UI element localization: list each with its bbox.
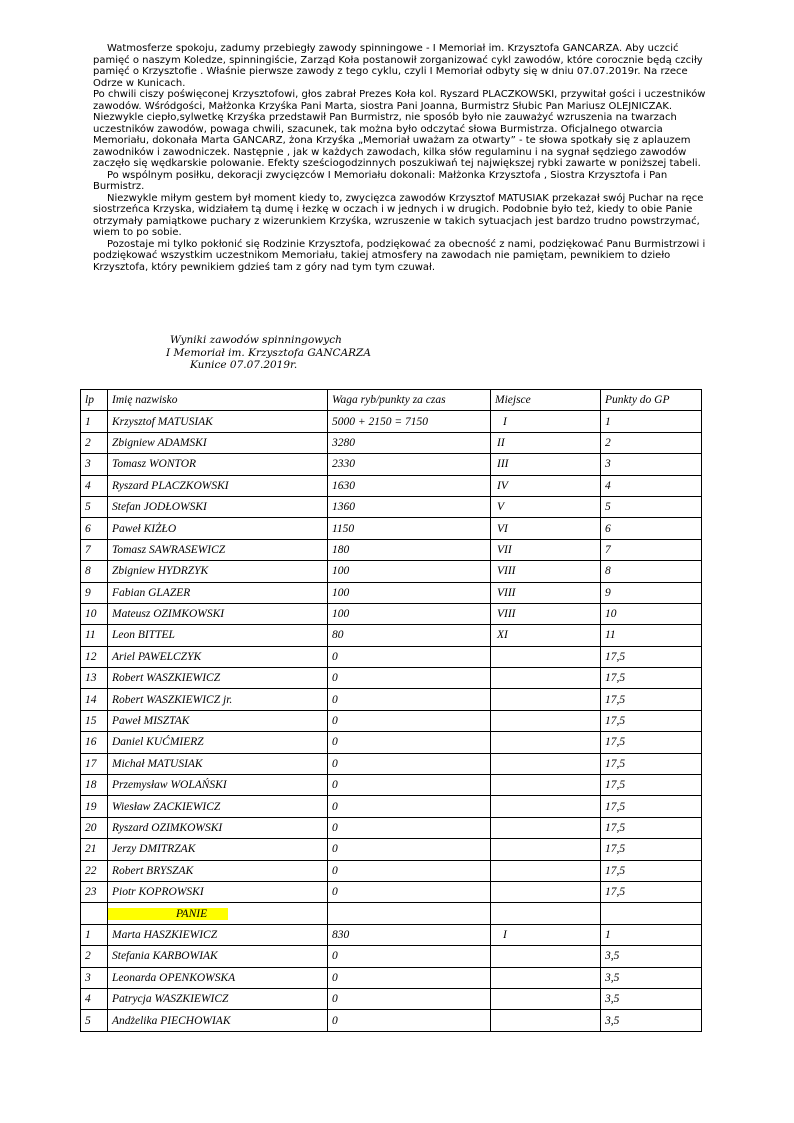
cell-weight: 1150 [328, 518, 491, 539]
cell-place: VIII [491, 561, 601, 582]
cell-place [491, 732, 601, 753]
cell-weight: 0 [328, 881, 491, 902]
table-row [81, 988, 702, 1009]
cell-weight: 830 [328, 924, 491, 945]
cell-weight: 0 [328, 668, 491, 689]
cell-weight: 0 [328, 710, 491, 731]
cell-gp-points: 17,5 [601, 668, 702, 689]
separator-cell [328, 903, 491, 924]
cell-place: XI [491, 625, 601, 646]
cell-gp-points: 3,5 [601, 1010, 702, 1031]
cell-gp-points: 11 [601, 625, 702, 646]
cell-weight: 100 [328, 582, 491, 603]
cell-place: V [491, 496, 601, 517]
cell-lp: 11 [81, 625, 108, 646]
cell-lp: 9 [81, 582, 108, 603]
cell-name: Robert BRYSZAK [108, 860, 328, 881]
results-title: Wyniki zawodów spinningowych [170, 334, 342, 346]
cell-name: Patrycja WASZKIEWICZ [108, 988, 328, 1009]
cell-gp-points: 4 [601, 475, 702, 496]
cell-lp: 13 [81, 668, 108, 689]
cell-name: Leon BITTEL [108, 625, 328, 646]
cell-lp: 23 [81, 881, 108, 902]
cell-place: IV [491, 475, 601, 496]
men-results [81, 411, 702, 903]
cell-gp-points: 17,5 [601, 796, 702, 817]
cell-gp-points: 17,5 [601, 817, 702, 838]
table-row [81, 817, 702, 838]
cell-gp-points: 3,5 [601, 988, 702, 1009]
cell-lp: 17 [81, 753, 108, 774]
table-row [81, 518, 702, 539]
cell-lp: 10 [81, 603, 108, 624]
cell-name: Robert WASZKIEWICZ [108, 668, 328, 689]
cell-place: III [491, 454, 601, 475]
header-lp: lp [81, 390, 108, 411]
cell-lp: 19 [81, 796, 108, 817]
table-row [81, 646, 702, 667]
cell-gp-points: 17,5 [601, 710, 702, 731]
table-row [81, 775, 702, 796]
header-name: Imię nazwisko [108, 390, 328, 411]
cell-weight: 0 [328, 689, 491, 710]
cell-place [491, 946, 601, 967]
table-row [81, 881, 702, 902]
cell-place [491, 775, 601, 796]
cell-lp: 20 [81, 817, 108, 838]
cell-name: Zbigniew HYDRZYK [108, 561, 328, 582]
cell-place [491, 668, 601, 689]
table-row [81, 454, 702, 475]
cell-name: Mateusz OZIMKOWSKI [108, 603, 328, 624]
table-row [81, 582, 702, 603]
cell-gp-points: 17,5 [601, 860, 702, 881]
cell-gp-points: 3 [601, 454, 702, 475]
intro-paragraph: Po chwili ciszy poświęconej Krzysztofowi, głos zabrał Prezes Koła kol. Ryszard PLACZKOWSKI, przywitał gości i uczestników zawodów. Wśródgości, Małżonka Krzyśka Pani Marta, siostra Pani Joanna, Burmistrz Słubic Pan Mariusz OLEJNICZAK. Niezwykle ciepło,sylwetkę Krzyśka przedstawił Pan Burmistrz, nie sposób było nie zauważyć wzruszenia na twarzach uczestników zawodów, powaga chwili, szacunek, tak można było odczytać słowa Burmistrza. Oficjalnego otwarcia Memoriału, dokonała Marta GANCARZ, żona Krzyśka „Memoriał uważam za otwarty” - te słowa spotkały się z aplauzem zawodników i zawodniczek. Następnie , jak w każdych zawodach, kilka słów regulaminu i na sygnał sędziego zawodów zaczęło się wędkarskie polowanie. Efekty sześciogodzinnych poszukiwań tej największej rybki zawarte w poniższej tabeli. [93, 89, 706, 169]
cell-place [491, 646, 601, 667]
cell-gp-points: 17,5 [601, 732, 702, 753]
cell-name: Tomasz WONTOR [108, 454, 328, 475]
cell-weight: 0 [328, 817, 491, 838]
cell-name: Zbigniew ADAMSKI [108, 432, 328, 453]
cell-place: II [491, 432, 601, 453]
table-row [81, 732, 702, 753]
cell-lp: 5 [81, 1010, 108, 1031]
results-heading [150, 334, 410, 372]
table-row [81, 603, 702, 624]
cell-place [491, 753, 601, 774]
cell-gp-points: 17,5 [601, 881, 702, 902]
cell-gp-points: 1 [601, 924, 702, 945]
cell-place [491, 881, 601, 902]
cell-weight: 0 [328, 839, 491, 860]
separator-cell [601, 903, 702, 924]
cell-name: Przemysław WOLAŃSKI [108, 775, 328, 796]
cell-lp: 22 [81, 860, 108, 881]
women-label: PANIE [108, 908, 228, 920]
cell-lp: 18 [81, 775, 108, 796]
cell-lp: 1 [81, 924, 108, 945]
cell-name: Stefan JODŁOWSKI [108, 496, 328, 517]
cell-name: Wiesław ZACKIEWICZ [108, 796, 328, 817]
header-place: Miejsce [491, 390, 601, 411]
table-row [81, 924, 702, 945]
cell-name: Tomasz SAWRASEWICZ [108, 539, 328, 560]
cell-name: Piotr KOPROWSKI [108, 881, 328, 902]
cell-weight: 5000 + 2150 = 7150 [328, 411, 491, 432]
cell-lp: 1 [81, 411, 108, 432]
cell-name: Ryszard OZIMKOWSKI [108, 817, 328, 838]
cell-lp: 15 [81, 710, 108, 731]
cell-name: Leonarda OPENKOWSKA [108, 967, 328, 988]
cell-name: Daniel KUĆMIERZ [108, 732, 328, 753]
cell-place [491, 1010, 601, 1031]
cell-place: VIII [491, 603, 601, 624]
results-subtitle: I Memoriał im. Krzysztofa GANCARZA [166, 346, 371, 359]
cell-place [491, 710, 601, 731]
cell-place: VI [491, 518, 601, 539]
table-row [81, 860, 702, 881]
results-place-date: Kunice 07.07.2019r. [190, 359, 298, 371]
cell-name: Jerzy DMITRZAK [108, 839, 328, 860]
cell-lp: 21 [81, 839, 108, 860]
cell-lp: 16 [81, 732, 108, 753]
cell-place [491, 839, 601, 860]
table-row [81, 753, 702, 774]
table-row [81, 668, 702, 689]
cell-gp-points: 1 [601, 411, 702, 432]
cell-place [491, 817, 601, 838]
cell-weight: 0 [328, 988, 491, 1009]
cell-name: Krzysztof MATUSIAK [108, 411, 328, 432]
cell-gp-points: 8 [601, 561, 702, 582]
cell-name: Fabian GLAZER [108, 582, 328, 603]
cell-weight: 0 [328, 732, 491, 753]
cell-gp-points: 17,5 [601, 689, 702, 710]
cell-gp-points: 2 [601, 432, 702, 453]
table-row [81, 796, 702, 817]
table-row [81, 496, 702, 517]
cell-lp: 14 [81, 689, 108, 710]
cell-name: Robert WASZKIEWICZ jr. [108, 689, 328, 710]
table-row [81, 561, 702, 582]
cell-gp-points: 17,5 [601, 775, 702, 796]
table-row [81, 1010, 702, 1031]
cell-weight: 0 [328, 946, 491, 967]
table-row [81, 967, 702, 988]
cell-weight: 0 [328, 967, 491, 988]
cell-weight: 100 [328, 603, 491, 624]
cell-name: Paweł KIŻŁO [108, 518, 328, 539]
cell-lp: 4 [81, 988, 108, 1009]
cell-place [491, 796, 601, 817]
intro-paragraph: Watmosferze spokoju, zadumy przebiegły zawody spinningowe - I Memoriał im. Krzysztofa GANCARZA. Aby uczcić pamięć o naszym Koledze, spinningiście, Zarząd Koła postanowił zorganizować cykl zawodów, które corocznie będą czciły pamięć o Krzysztofie . Właśnie pierwsze zawody z tego cyklu, czyli I Memoriał odbyty się w dniu 07.07.2019r. Na rzece Odrze w Kunicach. [93, 43, 703, 89]
cell-name: Ryszard PLACZKOWSKI [108, 475, 328, 496]
cell-gp-points: 10 [601, 603, 702, 624]
cell-place [491, 689, 601, 710]
cell-weight: 0 [328, 646, 491, 667]
separator-cell [81, 903, 108, 924]
table-row [81, 411, 702, 432]
cell-gp-points: 17,5 [601, 646, 702, 667]
cell-name: Paweł MISZTAK [108, 710, 328, 731]
cell-lp: 4 [81, 475, 108, 496]
cell-weight: 2330 [328, 454, 491, 475]
intro-paragraph: Pozostaje mi tylko pokłonić się Rodzinie Krzysztofa, podziękować za obecność z nami, podziękować Panu Burmistrzowi i podziękować wszystkim uczestnikom Memoriału, takiej atmosfery na zawodach nie pamiętam, pewnikiem to dzieło Krzysztofa, który pewnikiem gdzieś tam z góry nad tym tym czuwał. [93, 238, 706, 273]
cell-gp-points: 6 [601, 518, 702, 539]
table-row [81, 475, 702, 496]
cell-lp: 2 [81, 432, 108, 453]
cell-name: Michał MATUSIAK [108, 753, 328, 774]
cell-gp-points: 5 [601, 496, 702, 517]
cell-place: VIII [491, 582, 601, 603]
cell-lp: 8 [81, 561, 108, 582]
cell-gp-points: 3,5 [601, 967, 702, 988]
cell-weight: 0 [328, 775, 491, 796]
cell-name: Ariel PAWELCZYK [108, 646, 328, 667]
women-section-separator [81, 903, 702, 924]
table-row [81, 432, 702, 453]
cell-place: I [491, 411, 601, 432]
table-row [81, 689, 702, 710]
cell-weight: 80 [328, 625, 491, 646]
cell-gp-points: 9 [601, 582, 702, 603]
cell-lp: 3 [81, 967, 108, 988]
cell-gp-points: 3,5 [601, 946, 702, 967]
header-weight: Waga ryb/punkty za czas [328, 390, 491, 411]
cell-weight: 1630 [328, 475, 491, 496]
cell-weight: 0 [328, 753, 491, 774]
separator-cell [491, 903, 601, 924]
intro-text [93, 43, 713, 273]
table-row [81, 839, 702, 860]
cell-name: Andżelika PIECHOWIAK [108, 1010, 328, 1031]
cell-place [491, 967, 601, 988]
table-header-row [81, 390, 702, 411]
cell-weight: 3280 [328, 432, 491, 453]
cell-name: Stefania KARBOWIAK [108, 946, 328, 967]
cell-weight: 0 [328, 860, 491, 881]
cell-lp: 5 [81, 496, 108, 517]
intro-paragraph: Niezwykle miłym gestem był moment kiedy to, zwycięzca zawodów Krzysztof MATUSIAK przekazał swój Puchar na ręce siostrzeńca Krzyska, widziałem tą dumę i łezkę w oczach i w jednych i w drugich. Podobnie było też, kiedy to obie Panie otrzymały pamiątkowe puchary z wizerunkiem Krzyśka, wzruszenie w takich sytuacjach jest bardzo trudno powstrzymać, wiem to po sobie. [93, 192, 704, 238]
cell-place: VII [491, 539, 601, 560]
results-table [80, 389, 702, 1032]
table-row [81, 625, 702, 646]
cell-lp: 3 [81, 454, 108, 475]
cell-weight: 100 [328, 561, 491, 582]
cell-weight: 1360 [328, 496, 491, 517]
cell-place [491, 988, 601, 1009]
cell-weight: 0 [328, 796, 491, 817]
cell-place: I [491, 924, 601, 945]
cell-lp: 12 [81, 646, 108, 667]
cell-gp-points: 17,5 [601, 839, 702, 860]
table-row [81, 710, 702, 731]
separator-cell [108, 903, 328, 924]
women-results [81, 924, 702, 1031]
cell-gp-points: 17,5 [601, 753, 702, 774]
cell-gp-points: 7 [601, 539, 702, 560]
table-row [81, 946, 702, 967]
women-label-row [81, 903, 702, 924]
cell-lp: 2 [81, 946, 108, 967]
cell-lp: 6 [81, 518, 108, 539]
header-gp-points: Punkty do GP [601, 390, 702, 411]
table-row [81, 539, 702, 560]
cell-lp: 7 [81, 539, 108, 560]
cell-weight: 0 [328, 1010, 491, 1031]
intro-paragraph: Po wspólnym posiłku, dekoracji zwycięzców I Memoriału dokonali: Małżonka Krzysztofa , Siostra Krzysztofa i Pan Burmistrz. [93, 169, 668, 192]
cell-place [491, 860, 601, 881]
cell-weight: 180 [328, 539, 491, 560]
cell-name: Marta HASZKIEWICZ [108, 924, 328, 945]
